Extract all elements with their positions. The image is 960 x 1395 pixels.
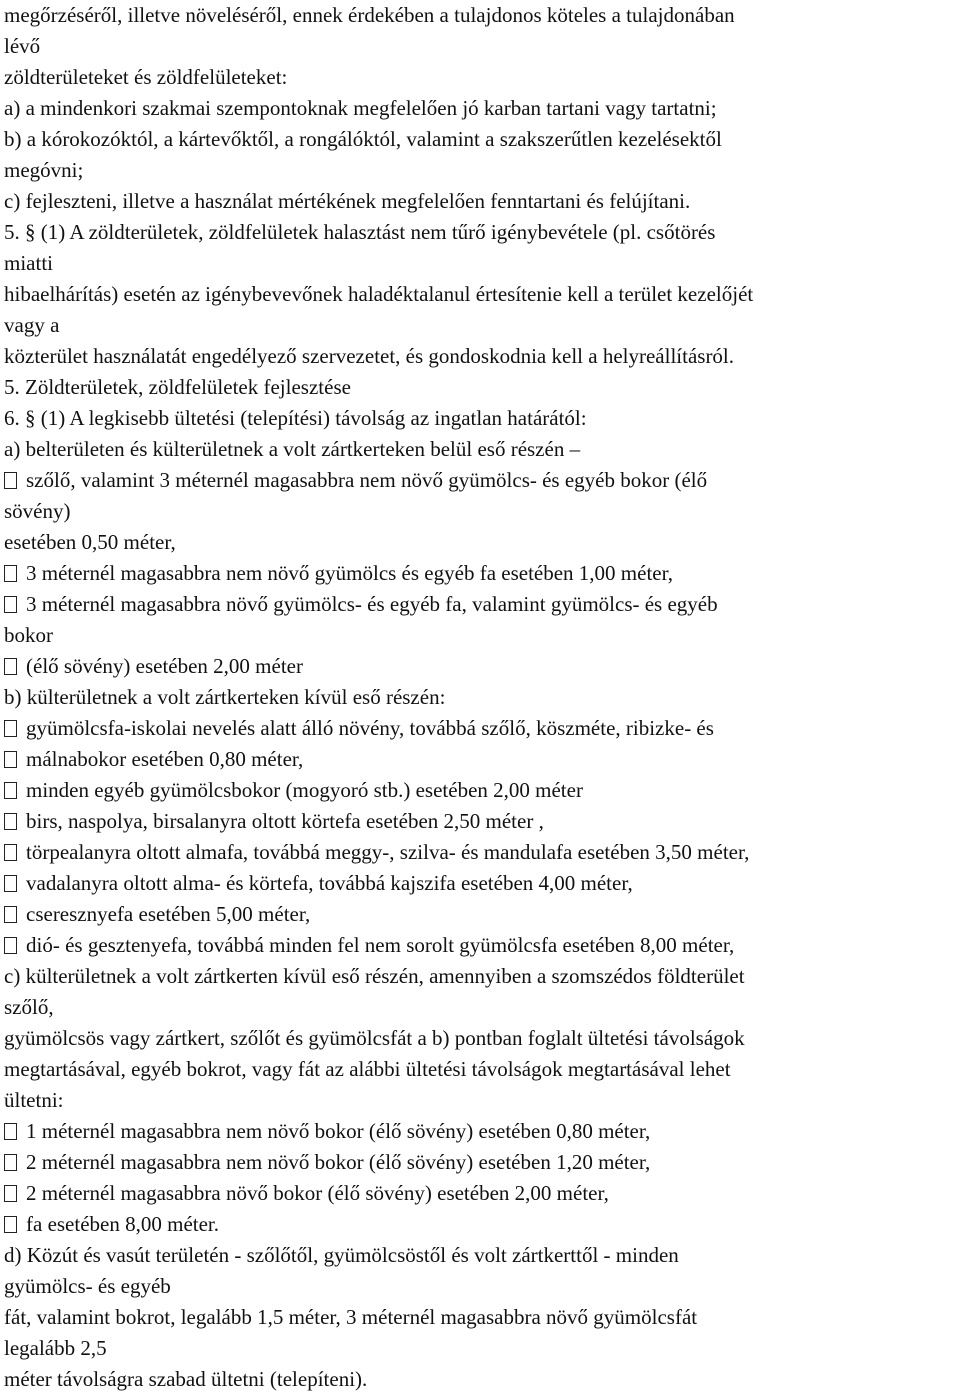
line-text: 3 méternél magasabbra nem növő gyümölcs és egyéb fa esetében 1,00 méter, — [26, 561, 674, 585]
text-line — [4, 310, 958, 341]
line-text: gyümölcs- és egyéb — [4, 1274, 171, 1298]
line-text: miatti — [4, 251, 53, 275]
line-text: (élő sövény) esetében 2,00 méter — [26, 654, 303, 678]
text-line — [4, 558, 958, 589]
text-line — [4, 713, 958, 744]
text-line — [4, 1333, 958, 1364]
missing-glyph-bullet-icon — [4, 1185, 17, 1202]
missing-glyph-bullet-icon — [4, 906, 17, 923]
text-line — [4, 31, 958, 62]
line-text: zöldterületeket és zöldfelületeket: — [4, 65, 288, 89]
text-line — [4, 930, 958, 961]
line-text: fa esetében 8,00 méter. — [26, 1212, 219, 1236]
text-line — [4, 217, 958, 248]
line-text: málnabokor esetében 0,80 méter, — [26, 747, 304, 771]
line-text: c) fejleszteni, illetve a használat mértékének megfelelően fenntartani és felújítani. — [4, 189, 691, 213]
text-line — [4, 589, 958, 620]
line-text: 2 méternél magasabbra nem növő bokor (élő sövény) esetében 1,20 méter, — [26, 1150, 651, 1174]
line-text: a) a mindenkori szakmai szempontoknak megfelelően jó karban tartani vagy tartatni; — [4, 96, 717, 120]
text-line — [4, 651, 958, 682]
missing-glyph-bullet-icon — [4, 813, 17, 830]
line-text: birs, naspolya, birsalanyra oltott körtefa esetében 2,50 méter , — [26, 809, 544, 833]
line-text: 1 méternél magasabbra nem növő bokor (élő sövény) esetében 0,80 méter, — [26, 1119, 651, 1143]
line-text: b) a kórokozóktól, a kártevőktől, a rongálóktól, valamint a szakszerűtlen kezelésektől — [4, 127, 722, 151]
line-text: vadalanyra oltott alma- és körtefa, továbbá kajszifa esetében 4,00 méter, — [26, 871, 633, 895]
missing-glyph-bullet-icon — [4, 565, 17, 582]
line-text: gyümölcsfa-iskolai nevelés alatt álló növény, továbbá szőlő, köszméte, ribizke- és — [26, 716, 714, 740]
text-line — [4, 1023, 958, 1054]
line-text: fát, valamint bokrot, legalább 1,5 méter, 3 méternél magasabbra növő gyümölcsfát — [4, 1305, 698, 1329]
line-text: esetében 0,50 méter, — [4, 530, 176, 554]
text-line — [4, 806, 958, 837]
text-line — [4, 0, 958, 31]
missing-glyph-bullet-icon — [4, 472, 17, 489]
text-line — [4, 1085, 958, 1116]
missing-glyph-bullet-icon — [4, 844, 17, 861]
line-text: 5. Zöldterületek, zöldfelületek fejlesztése — [4, 375, 351, 399]
line-text: lévő — [4, 34, 41, 58]
line-text: vagy a — [4, 313, 60, 337]
line-text: 5. § (1) A zöldterületek, zöldfelületek halasztást nem tűrő igénybevétele (pl. csőtörés — [4, 220, 716, 244]
line-text: minden egyéb gyümölcsbokor (mogyoró stb.) esetében 2,00 méter — [26, 778, 583, 802]
text-line — [4, 403, 958, 434]
text-line — [4, 1364, 958, 1395]
missing-glyph-bullet-icon — [4, 1154, 17, 1171]
text-line — [4, 992, 958, 1023]
text-line — [4, 744, 958, 775]
line-text: szőlő, valamint 3 méternél magasabbra nem növő gyümölcs- és egyéb bokor (élő — [26, 468, 708, 492]
line-text: sövény) — [4, 499, 71, 523]
text-line — [4, 496, 958, 527]
text-line — [4, 372, 958, 403]
missing-glyph-bullet-icon — [4, 1123, 17, 1140]
text-line — [4, 1302, 958, 1333]
line-text: a) belterületen és külterületnek a volt zártkerteken belül eső részén – — [4, 437, 581, 461]
line-text: c) külterületnek a volt zártkerten kívül eső részén, amennyiben a szomszédos földterület — [4, 964, 745, 988]
line-text: 2 méternél magasabbra növő bokor (élő sövény) esetében 2,00 méter, — [26, 1181, 609, 1205]
text-line — [4, 465, 958, 496]
text-line — [4, 620, 958, 651]
missing-glyph-bullet-icon — [4, 782, 17, 799]
text-line — [4, 155, 958, 186]
text-line — [4, 1054, 958, 1085]
document-body — [4, 0, 958, 1395]
line-text: 6. § (1) A legkisebb ültetési (telepítési) távolság az ingatlan határától: — [4, 406, 587, 430]
missing-glyph-bullet-icon — [4, 875, 17, 892]
text-line — [4, 527, 958, 558]
text-line — [4, 1271, 958, 1302]
text-line — [4, 1240, 958, 1271]
missing-glyph-bullet-icon — [4, 596, 17, 613]
text-line — [4, 124, 958, 155]
line-text: cseresznyefa esetében 5,00 méter, — [26, 902, 311, 926]
line-text: megóvni; — [4, 158, 84, 182]
text-line — [4, 186, 958, 217]
line-text: közterület használatát engedélyező szervezetet, és gondoskodnia kell a helyreállításról. — [4, 344, 735, 368]
missing-glyph-bullet-icon — [4, 658, 17, 675]
line-text: törpealanyra oltott almafa, továbbá meggy-, szilva- és mandulafa esetében 3,50 méter, — [26, 840, 750, 864]
text-line — [4, 93, 958, 124]
line-text: dió- és gesztenyefa, továbbá minden fel nem sorolt gyümölcsfa esetében 8,00 méter, — [26, 933, 735, 957]
text-line — [4, 279, 958, 310]
missing-glyph-bullet-icon — [4, 751, 17, 768]
missing-glyph-bullet-icon — [4, 937, 17, 954]
text-line — [4, 899, 958, 930]
text-line — [4, 1178, 958, 1209]
line-text: d) Közút és vasút területén - szőlőtől, gyümölcsöstől és volt zártkerttől - minden — [4, 1243, 679, 1267]
line-text: legalább 2,5 — [4, 1336, 107, 1360]
line-text: méter távolságra szabad ültetni (telepíteni). — [4, 1367, 368, 1391]
line-text: megőrzéséről, illetve növeléséről, ennek érdekében a tulajdonos köteles a tulajdonában — [4, 3, 735, 27]
text-line — [4, 961, 958, 992]
text-line — [4, 775, 958, 806]
text-line — [4, 1147, 958, 1178]
text-line — [4, 868, 958, 899]
text-line — [4, 62, 958, 93]
line-text: hibaelhárítás) esetén az igénybevevőnek haladéktalanul értesítenie kell a terület kezelőjét — [4, 282, 754, 306]
line-text: gyümölcsös vagy zártkert, szőlőt és gyümölcsfát a b) pontban foglalt ültetési távolságok — [4, 1026, 745, 1050]
missing-glyph-bullet-icon — [4, 720, 17, 737]
line-text: megtartásával, egyéb bokrot, vagy fát az alábbi ültetési távolságok megtartásával lehet — [4, 1057, 731, 1081]
text-line — [4, 434, 958, 465]
text-line — [4, 837, 958, 868]
line-text: szőlő, — [4, 995, 54, 1019]
text-line — [4, 248, 958, 279]
text-line — [4, 1116, 958, 1147]
line-text: 3 méternél magasabbra növő gyümölcs- és egyéb fa, valamint gyümölcs- és egyéb — [26, 592, 718, 616]
line-text: ültetni: — [4, 1088, 64, 1112]
line-text: b) külterületnek a volt zártkerteken kívül eső részén: — [4, 685, 446, 709]
text-line — [4, 682, 958, 713]
line-text: bokor — [4, 623, 53, 647]
text-line — [4, 1209, 958, 1240]
text-line — [4, 341, 958, 372]
missing-glyph-bullet-icon — [4, 1216, 17, 1233]
